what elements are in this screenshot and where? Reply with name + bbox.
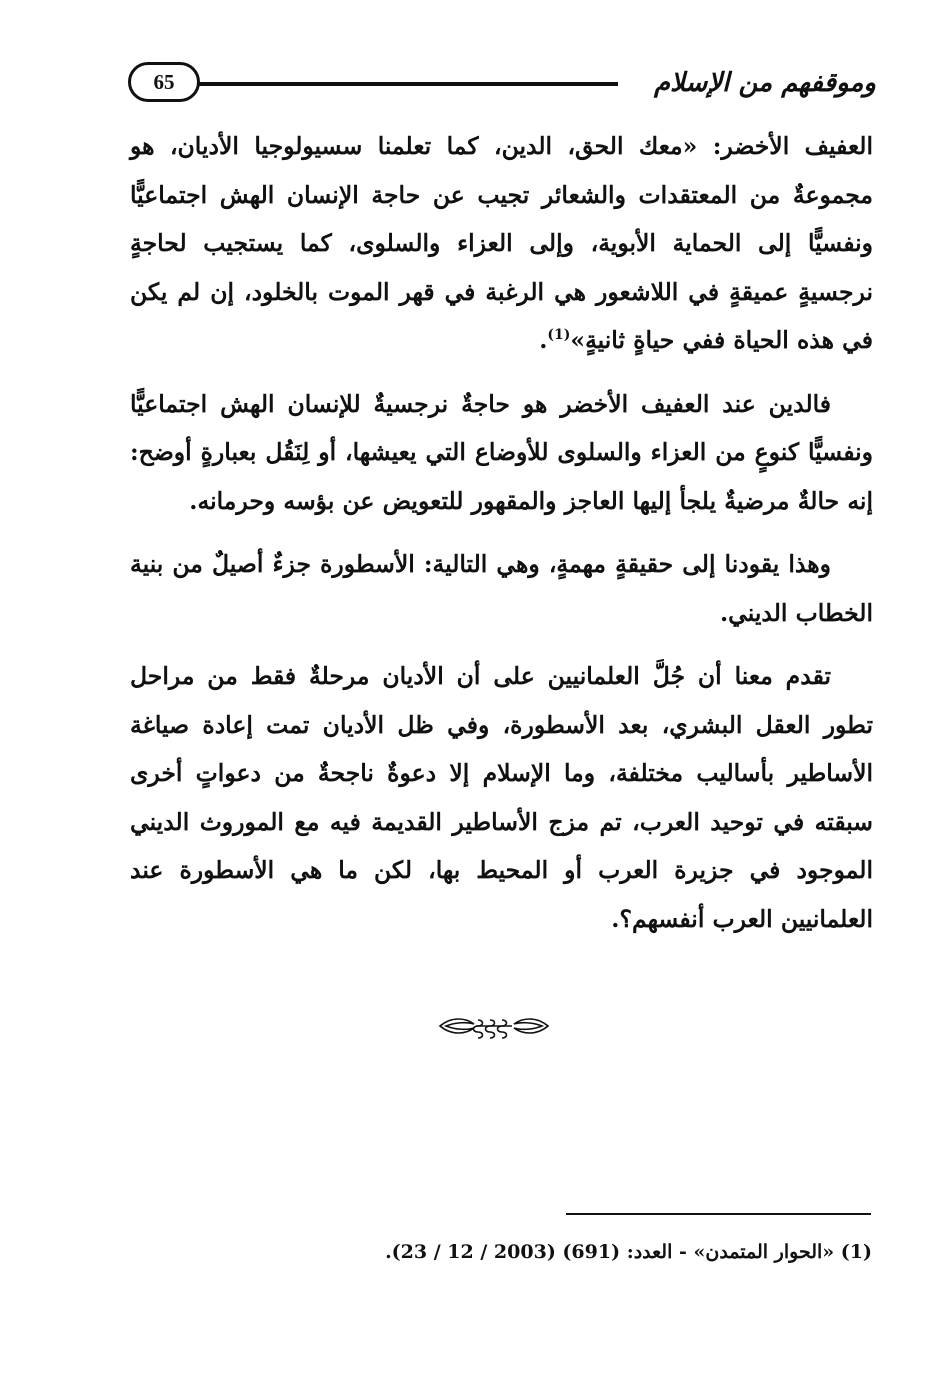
paragraph-1-text: العفيف الأخضر: «معك الحق، الدين، كما تعلمنا سسيولوجيا الأديان، هو مجموعةٌ من المعتقدات والشعائر تجيب عن حاجة الإنسان الهش اجتماعيًّا ونفسيًّا إلى الحماية الأبوية، وإلى العزاء والسلوى، كما يستجيب لحاجةٍ نرجسيةٍ عميقةٍ في اللاشعور هي الرغبة في قهر الموت بالخلود، إن لم يكن في هذه الحياة ففي حياةٍ ثانيةٍ»	[130, 132, 873, 354]
body-text	[130, 122, 873, 958]
paragraph-2: فالدين عند العفيف الأخضر هو حاجةٌ نرجسيةٌ للإنسان الهش اجتماعيًّا ونفسيًّا كنوعٍ من العزاء والسلوى للأوضاع التي يعيشها، أو لِنَقُل بعبارةٍ أوضح: إنه حالةٌ مرضيةٌ يلجأ إليها العاجز والمقهور للتعويض عن بؤسه وحرمانه.	[130, 389, 873, 515]
footnote: (1) «الحوار المتمدن» - العدد: (691) (2003 / 12 / 23).	[385, 1241, 872, 1263]
paragraph-1	[130, 122, 873, 365]
footnote-rule	[566, 1213, 871, 1215]
paragraph-3: وهذا يقودنا إلى حقيقةٍ مهمةٍ، وهي التالية: الأسطورة جزءٌ أصيلٌ من بنية الخطاب الديني.	[130, 550, 873, 627]
paragraph-4: تقدم معنا أن جُلَّ العلمانيين على أن الأديان مرحلةٌ فقط من مراحل تطور العقل البشري، بعد الأسطورة، وفي ظل الأديان تمت إعادة صياغة الأساطير بأساليب مختلفة، وما الإسلام إلا دعوةٌ ناجحةٌ من دعواتٍ أخرى سبقته في توحيد العرب، تم مزج الأساطير القديمة فيه مع الموروث الديني الموجود في جزيرة العرب أو المحيط بها، لكن ما هي الأسطورة عند العلمانيين العرب أنفسهم؟.	[130, 662, 873, 933]
header-rule	[198, 82, 618, 86]
paragraph-1-end: .	[539, 326, 548, 354]
running-title: وموقفهم من الإسلام	[653, 68, 876, 98]
page-header	[128, 58, 876, 110]
page-number: 65	[128, 62, 200, 102]
section-divider-ornament	[438, 1012, 550, 1040]
footnote-marker: (1)	[547, 327, 571, 344]
